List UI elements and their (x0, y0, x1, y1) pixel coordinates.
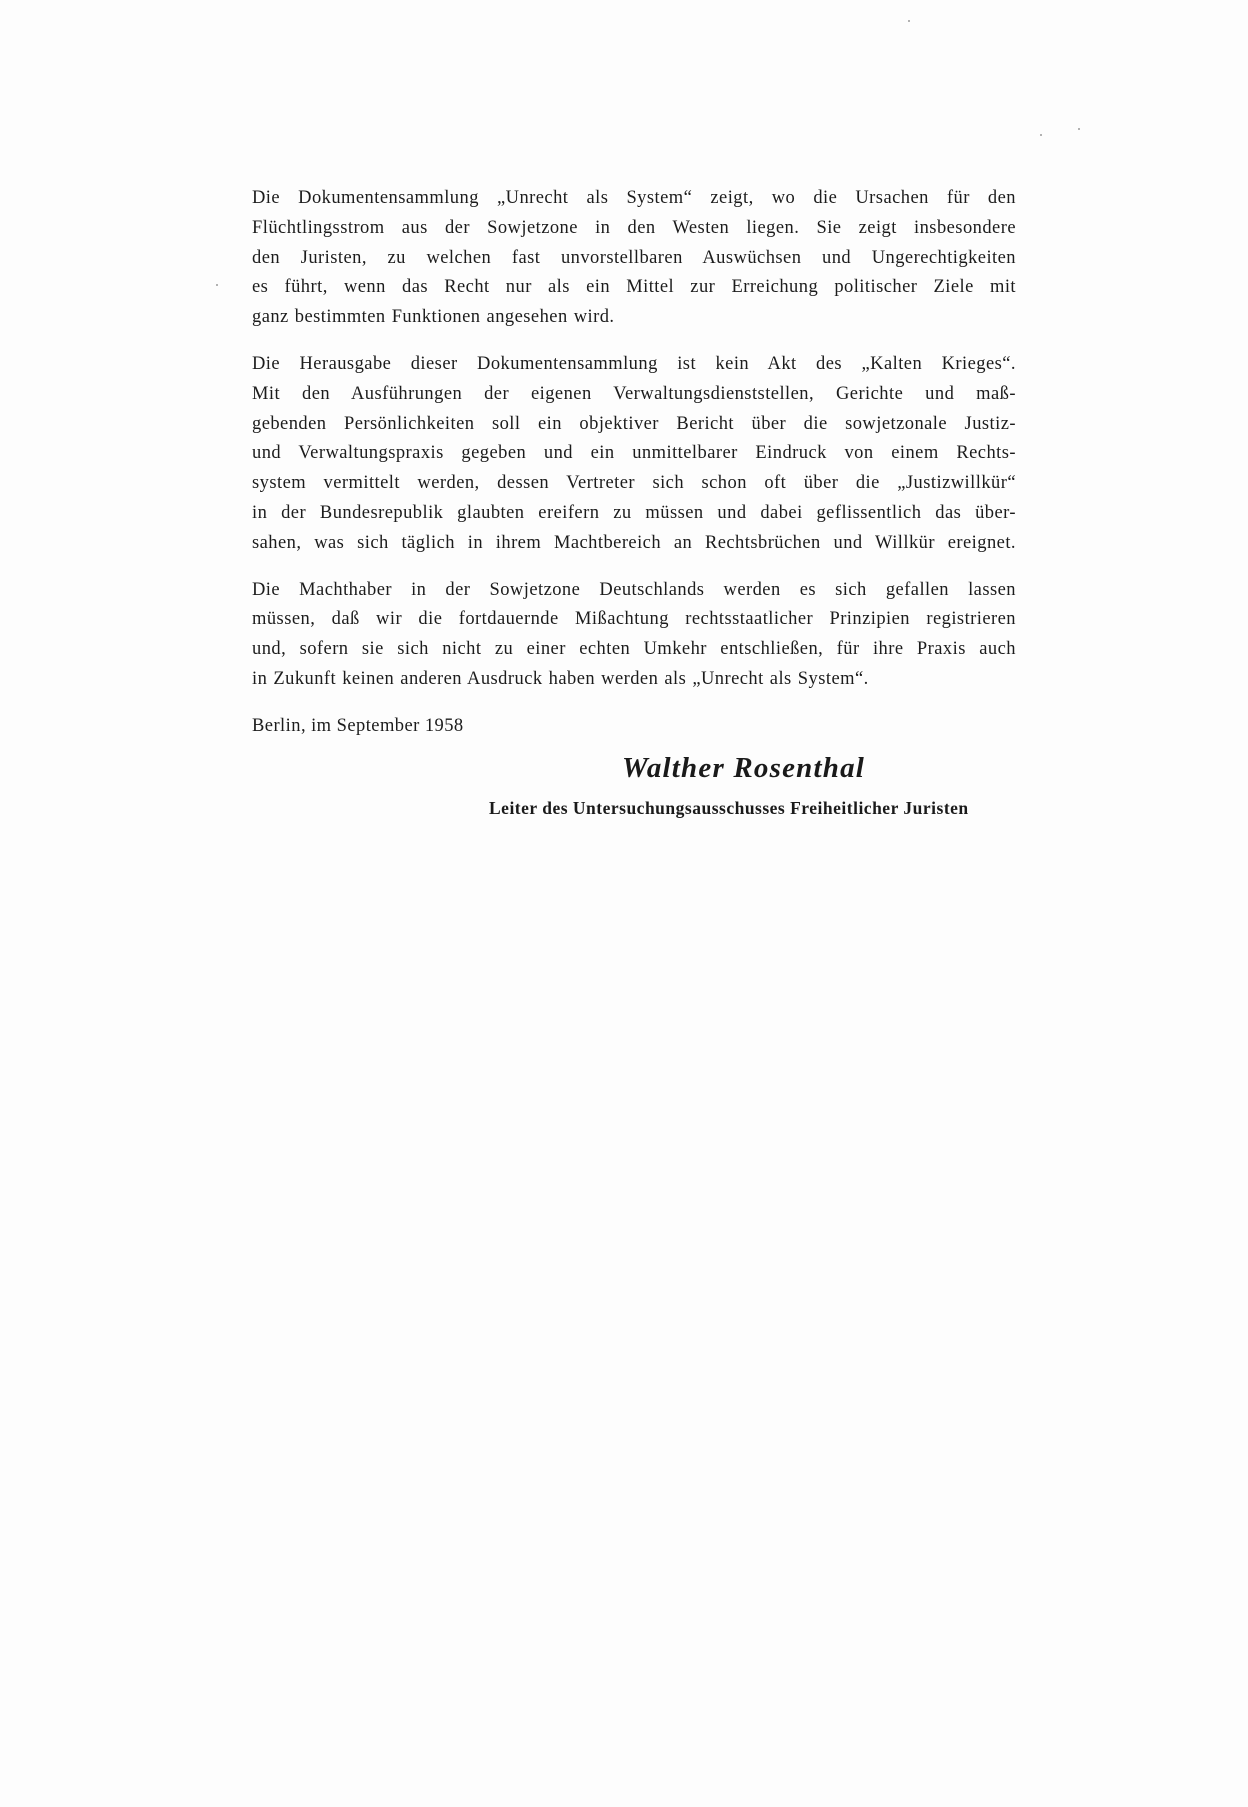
text-line: gebenden Persönlichkeiten soll ein objektiver Bericht über die sowjetzonale Justiz- (252, 413, 1016, 434)
text-line: den Juristen, zu welchen fast unvorstellbaren Auswüchsen und Ungerechtigkeiten (252, 247, 1016, 268)
text-line: in der Bundesrepublik glaubten ereifern zu müssen und dabei geflissentlich das über- (252, 502, 1016, 523)
text-line: Die Herausgabe dieser Dokumentensammlung ist kein Akt des „Kalten Krieges“. (252, 353, 1016, 374)
text-line: es führt, wenn das Recht nur als ein Mittel zur Erreichung politischer Ziele mit (252, 277, 1016, 298)
paragraph-1 (252, 184, 1016, 333)
text-line: Die Machthaber in der Sowjetzone Deutschlands werden es sich gefallen lassen (252, 579, 1016, 600)
text-line: Mit den Ausführungen der eigenen Verwaltungsdienststellen, Gerichte und maß- (252, 383, 1016, 404)
text-line: Die Dokumentensammlung „Unrecht als System“ zeigt, wo die Ursachen für den (252, 188, 1016, 208)
paragraph-2 (252, 350, 1016, 559)
text-line: Flüchtlingsstrom aus der Sowjetzone in den Westen liegen. Sie zeigt insbesondere (252, 217, 1016, 238)
text-line: und, sofern sie sich nicht zu einer echten Umkehr entschließen, für ihre Praxis auch (252, 639, 1016, 660)
text-line: system vermittelt werden, dessen Vertreter sich schon oft über die „Justizwillkür“ (252, 473, 1016, 494)
text-line: müssen, daß wir die fortdauernde Mißachtung rechtsstaatlicher Prinzipien registrieren (252, 609, 1016, 630)
scan-speck (216, 284, 218, 286)
text-line: sahen, was sich täglich in ihrem Machtbereich an Rechtsbrüchen und Willkür ereignet. (252, 532, 1016, 553)
scan-speck (1078, 128, 1080, 130)
scan-speck (1040, 134, 1042, 136)
paragraph-3 (252, 576, 1016, 695)
scan-speck (908, 20, 910, 22)
text-line: und Verwaltungspraxis gegeben und ein unmittelbarer Eindruck von einem Rechts- (252, 443, 1016, 464)
signature-role: Leiter des Untersuchungsausschusses Freiheitlicher Juristen (489, 798, 969, 818)
body-text (252, 184, 1016, 741)
text-line: in Zukunft keinen anderen Ausdruck haben werden als „Unrecht als System“. (252, 668, 869, 689)
text-line: ganz bestimmten Funktionen angesehen wird. (252, 307, 615, 328)
signature-name: Walther Rosenthal (622, 752, 866, 784)
date-line: Berlin, im September 1958 (252, 715, 464, 736)
